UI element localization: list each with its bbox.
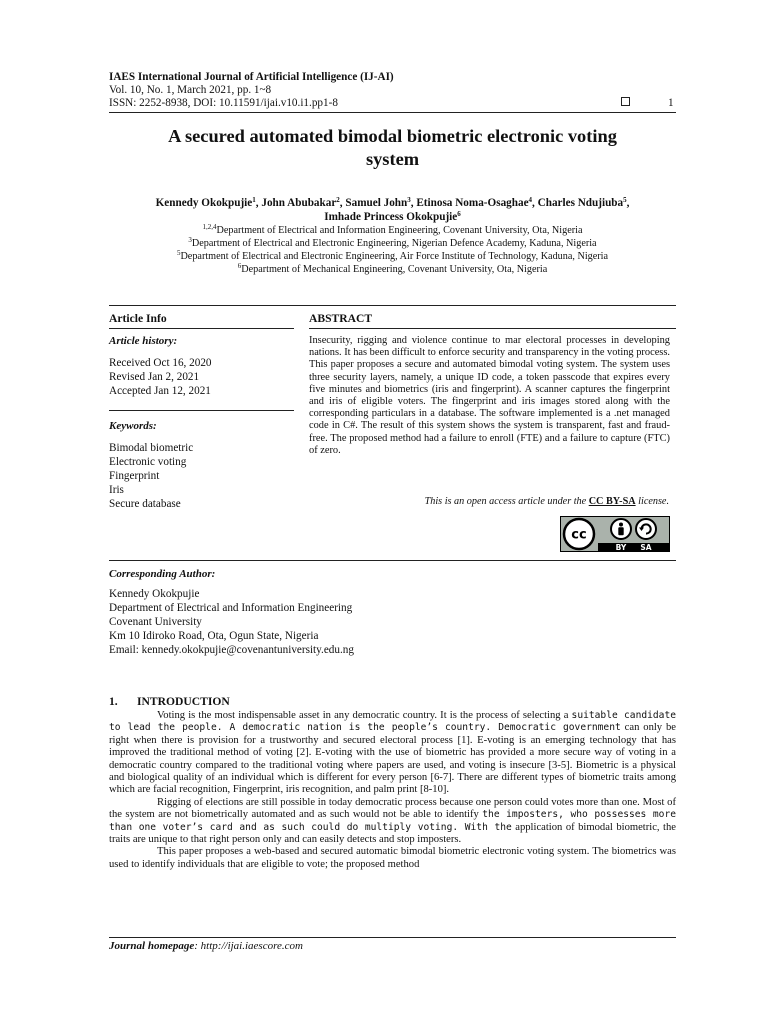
corresponding-univ: Covenant University: [109, 616, 202, 628]
paper-title: [109, 125, 676, 171]
info-box-top-rule: [109, 305, 676, 306]
abstract-heading: ABSTRACT: [309, 312, 373, 325]
page-number: 1: [668, 97, 674, 109]
section-title: INTRODUCTION: [137, 695, 230, 708]
author-name: Samuel John: [345, 197, 408, 209]
accepted-date: Accepted Jan 12, 2021: [109, 385, 211, 397]
keyword: Secure database: [109, 498, 181, 510]
author-list: Kennedy Okokpujie$^1$, John Abubakar$^2$, Samuel John$^3$, Etinosa Noma-Osaghae$^4$, Charles Ndujiuba$^5$, Imhade Princess Okokpujie$^6$: [155, 196, 630, 223]
corresponding-author-block: [109, 587, 354, 657]
keyword: Bimodal biometric: [109, 442, 194, 454]
received-date: Received Oct 16, 2020: [109, 357, 212, 369]
author-sup: 2: [336, 196, 340, 204]
corresponding-dept: Department of Electrical and Information Engineering: [109, 602, 353, 614]
corresponding-author-label: Corresponding Author:: [109, 568, 216, 580]
keyword: Fingerprint: [109, 470, 160, 482]
share-alike-icon: [636, 519, 656, 539]
abstract-rule: [309, 328, 676, 329]
title-line-1: A secured automated bimodal biometric electronic voting: [168, 126, 617, 146]
cc-by-sa-badge[interactable]: [560, 516, 670, 552]
corresponding-email[interactable]: Email: kennedy.okokpujie@covenantuniversity.edu.ng: [109, 644, 354, 656]
paragraph-text: application of bimodal biometric, the traits are unique to that right person only and can easily detects and stop imposters.: [109, 821, 676, 846]
affiliation-sup: 1,2,4: [202, 223, 217, 231]
author-sup: 1: [252, 196, 256, 204]
affiliation-text: Department of Mechanical Engineering, Covenant University, Ota, Nigeria: [241, 264, 548, 275]
article-dates: [109, 356, 212, 398]
badge-sa-label: SA: [640, 543, 652, 552]
paragraph-text: Rigging of elections are still possible in today democratic process because one person could votes more than one. Most of the system are not biometrically automated and as such would not be able to identify: [109, 796, 676, 821]
header-divider: [109, 112, 676, 113]
author-name: Charles Ndujiuba: [537, 197, 624, 209]
author-name: Etinosa Noma-Osaghae: [416, 197, 529, 209]
author-sup: 6: [457, 210, 461, 218]
corresponding-address: Km 10 Idiroko Road, Ota, Ogun State, Nigeria: [109, 630, 319, 642]
license-link[interactable]: CC BY-SA: [588, 496, 636, 507]
affiliation: [109, 225, 676, 238]
keyword: Electronic voting: [109, 456, 187, 468]
affiliation-text: Department of Electrical and Information Engineering, Covenant University, Ota, Nigeria: [216, 225, 583, 236]
affiliation-text: Department of Electrical and Electronic Engineering, Nigerian Defence Academy, Kaduna, Nigeria: [191, 238, 597, 249]
homepage-url[interactable]: : http://ijai.iaescore.com: [194, 940, 303, 952]
cc-icon-text: cc: [571, 527, 587, 543]
homepage-label: Journal homepage: [109, 940, 195, 952]
paragraph-text: the imposters, who possesses more than one voter’s card and as such could do multiply voting. With the: [109, 809, 676, 833]
info-box-bottom-rule: [109, 560, 676, 561]
journal-volume: Vol. 10, No. 1, March 2021, pp. 1~8: [109, 84, 272, 96]
paragraph-text: suitable candidate to lead the people. A democratic nation is the people’s country. Democratic government: [109, 710, 676, 734]
author-sup: 3: [407, 196, 411, 204]
paragraph: [109, 710, 676, 797]
article-history-label: Article history:: [109, 335, 178, 347]
author-name: Kennedy Okokpujie: [155, 197, 253, 209]
paragraph-text: can only be right when there is provision for a trustworthy and secured electoral process [1]. E-voting is an emerging technology that has improved the traditional method of voting [2]. E-voting with the use of biometric has provided a more secure way of voting in a democratic country compared to the traditional voting where papers are used, and voting is insecure [3-5]. Biometric is a physical and biological quality of an individual which is different for every person [6-7]. There are different types of biometric traits among which are facial recognition, Fingerprint, iris recognition, and palm print [8-10].: [109, 722, 677, 796]
keyword: Iris: [109, 484, 124, 496]
keywords-label: Keywords:: [109, 420, 157, 432]
affiliation-sup: 6: [237, 262, 242, 270]
license-prefix: This is an open access article under the: [424, 496, 589, 507]
footer-divider: [109, 937, 676, 938]
article-info-rule: [109, 328, 294, 329]
author-name: Imhade Princess Okokpujie: [324, 211, 458, 223]
journal-issn-doi: ISSN: 2252-8938, DOI: 10.11591/ijai.v10.i1.pp1-8: [109, 97, 338, 109]
affiliation-sup: 3: [188, 236, 192, 244]
affiliation: [109, 238, 676, 251]
keyword-list: [109, 441, 193, 511]
section-number: 1.: [109, 695, 118, 708]
history-divider: [109, 410, 294, 411]
paragraph-text: Voting is the most indispensable asset in any democratic country. It is the process of selecting a: [157, 710, 572, 721]
author-name: John Abubakar: [261, 197, 337, 209]
section-heading: [109, 695, 230, 708]
affiliation: [109, 264, 676, 277]
license-note: [309, 496, 669, 507]
paragraph: [109, 797, 676, 847]
corresponding-name: Kennedy Okokpujie: [109, 588, 200, 600]
affiliation: [109, 251, 676, 264]
title-line-2: system: [365, 149, 420, 169]
square-icon: [621, 97, 630, 106]
affiliation-sup: 5: [176, 249, 181, 257]
article-info-heading: Article Info: [109, 312, 167, 325]
affiliation-text: Department of Electrical and Electronic Engineering, Air Force Institute of Technology, Kaduna, Nigeria: [180, 251, 609, 262]
license-suffix: license.: [635, 496, 669, 507]
badge-by-label: BY: [615, 543, 627, 552]
paragraph: This paper proposes a web-based and secured automatic bimodal biometric electronic voting system. The biometrics was used to identify individuals that are eligible to vote; the proposed method: [109, 846, 676, 870]
journal-homepage: [109, 940, 303, 952]
revised-date: Revised Jan 2, 2021: [109, 371, 200, 383]
author-sup: 4: [528, 196, 533, 204]
cc-badge-graphic: [560, 516, 670, 552]
author-sup: 5: [623, 196, 627, 204]
journal-name: IAES International Journal of Artificial Intelligence (IJ-AI): [109, 71, 394, 83]
abstract-text: Insecurity, rigging and violence continue to mar electoral processes in developing nations. It has been difficult to enforce security and transparency in the voting process. This paper proposes a secure and automated bimodal voting system. The system uses three security layers, namely, a unique ID code, a token passcode that expires every five minutes and biometrics (iris and fingerprint). A scanner captures the fingerprint and iris of eligible voters. The fingerprint and iris images stored along with the corresponding particulars in a database. The software implemented is a .net managed code in C#. The result of this system shows the system is transparent, fast and fraud-free. The proposed method had a failure to enroll (FTE) and a failure to capture (FTC) of zero.: [309, 335, 670, 456]
introduction-body: [109, 710, 676, 871]
